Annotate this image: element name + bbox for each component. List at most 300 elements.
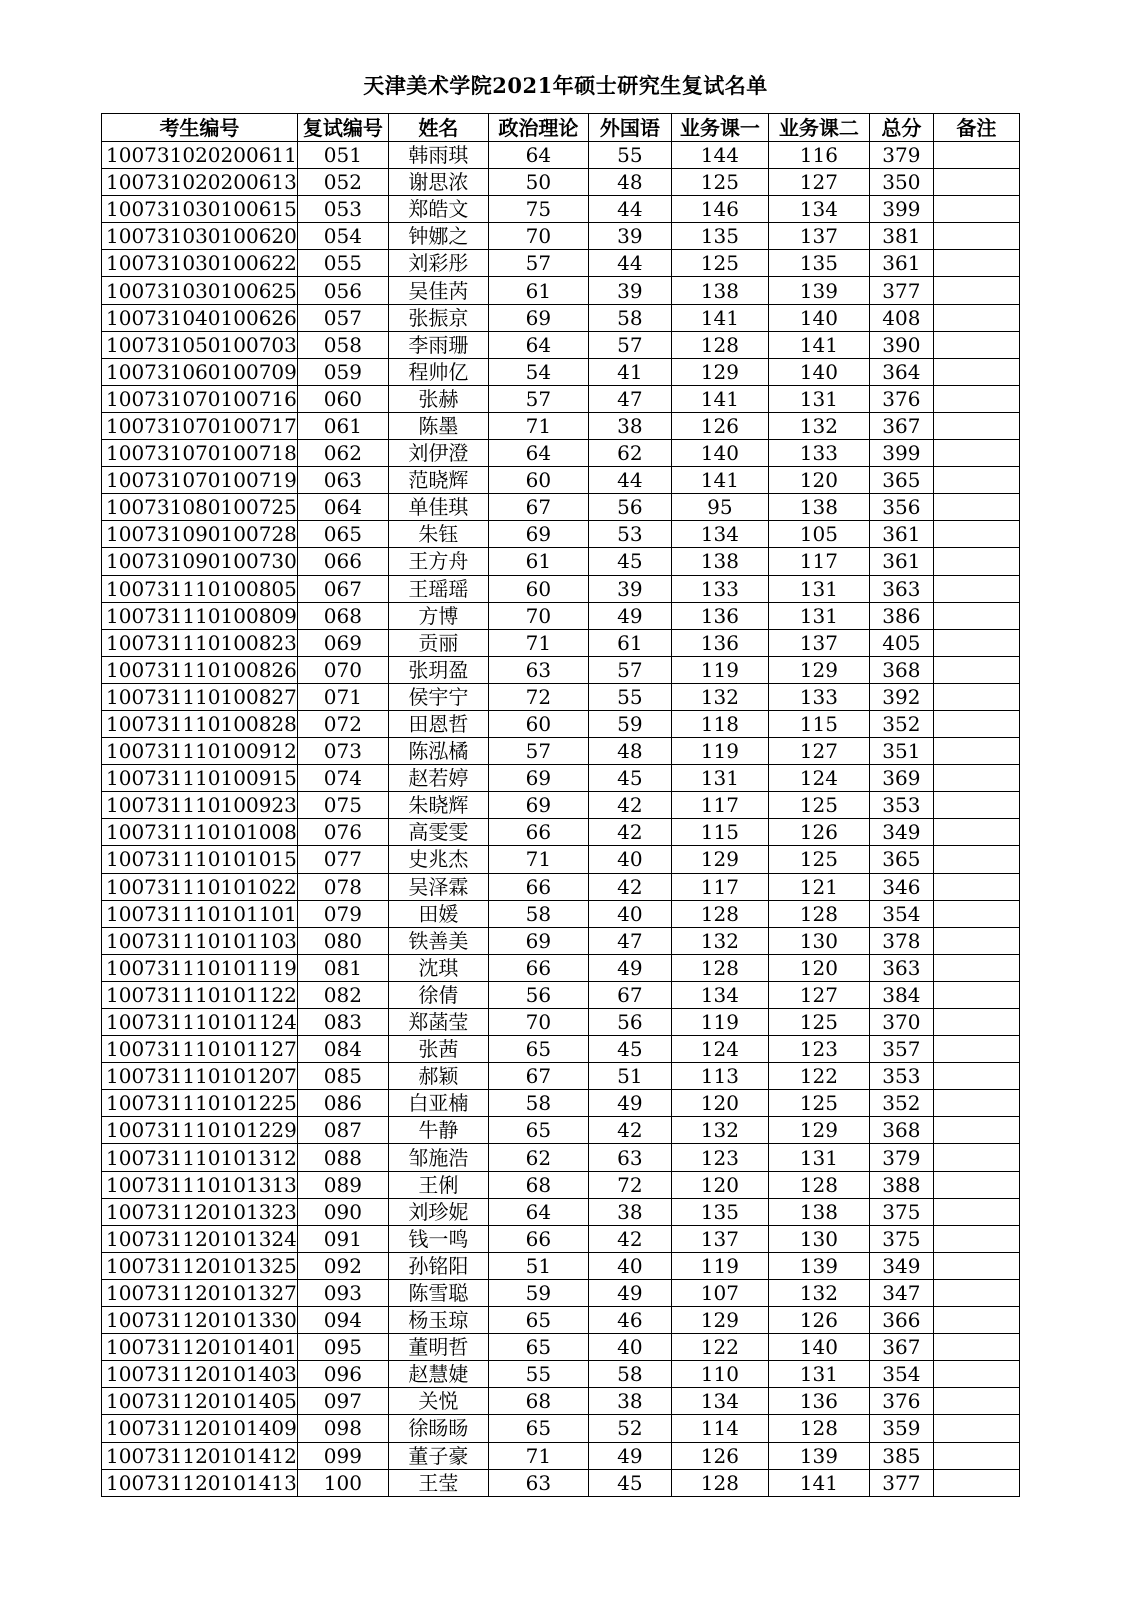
table-row <box>102 196 1020 223</box>
cell-candidate-id: 100731120101403 <box>102 1361 298 1388</box>
cell-course-one: 129 <box>671 846 768 873</box>
cell-politics: 71 <box>488 846 588 873</box>
cell-candidate-id: 100731110101122 <box>102 981 298 1008</box>
cell-course-one: 140 <box>671 440 768 467</box>
cell-retest-id: 089 <box>297 1171 388 1198</box>
cell-foreign-language: 39 <box>588 223 671 250</box>
cell-course-two: 121 <box>768 873 869 900</box>
cell-name: 董子豪 <box>388 1442 488 1469</box>
col-header-course-one: 业务课一 <box>671 114 768 142</box>
cell-remarks <box>933 440 1019 467</box>
cell-name: 吴佳芮 <box>388 277 488 304</box>
cell-politics: 64 <box>488 142 588 169</box>
cell-foreign-language: 45 <box>588 548 671 575</box>
cell-course-two: 125 <box>768 1090 869 1117</box>
cell-politics: 65 <box>488 1334 588 1361</box>
cell-total: 352 <box>869 1090 933 1117</box>
cell-politics: 69 <box>488 792 588 819</box>
cell-course-two: 129 <box>768 656 869 683</box>
cell-foreign-language: 42 <box>588 873 671 900</box>
cell-remarks <box>933 1334 1019 1361</box>
cell-name: 钱一鸣 <box>388 1225 488 1252</box>
cell-politics: 64 <box>488 1198 588 1225</box>
cell-name: 田媛 <box>388 900 488 927</box>
table-row <box>102 927 1020 954</box>
cell-total: 365 <box>869 846 933 873</box>
cell-candidate-id: 100731120101409 <box>102 1415 298 1442</box>
cell-remarks <box>933 738 1019 765</box>
cell-name: 高雯雯 <box>388 819 488 846</box>
table-row <box>102 738 1020 765</box>
cell-course-two: 125 <box>768 1009 869 1036</box>
cell-remarks <box>933 792 1019 819</box>
cell-candidate-id: 100731110101103 <box>102 927 298 954</box>
cell-remarks <box>933 277 1019 304</box>
cell-foreign-language: 57 <box>588 656 671 683</box>
cell-politics: 67 <box>488 1063 588 1090</box>
cell-retest-id: 062 <box>297 440 388 467</box>
cell-name: 赵慧婕 <box>388 1361 488 1388</box>
cell-course-two: 138 <box>768 1198 869 1225</box>
cell-course-one: 135 <box>671 223 768 250</box>
cell-foreign-language: 56 <box>588 1009 671 1036</box>
cell-name: 铁善美 <box>388 927 488 954</box>
cell-foreign-language: 49 <box>588 1279 671 1306</box>
col-header-total: 总分 <box>869 114 933 142</box>
cell-retest-id: 075 <box>297 792 388 819</box>
cell-foreign-language: 44 <box>588 196 671 223</box>
cell-retest-id: 082 <box>297 981 388 1008</box>
cell-retest-id: 100 <box>297 1469 388 1496</box>
cell-candidate-id: 100731070100719 <box>102 467 298 494</box>
cell-foreign-language: 49 <box>588 1090 671 1117</box>
cell-total: 349 <box>869 819 933 846</box>
cell-total: 356 <box>869 494 933 521</box>
cell-retest-id: 068 <box>297 602 388 629</box>
cell-remarks <box>933 521 1019 548</box>
cell-course-one: 138 <box>671 548 768 575</box>
cell-politics: 61 <box>488 548 588 575</box>
cell-remarks <box>933 1036 1019 1063</box>
cell-total: 392 <box>869 683 933 710</box>
cell-retest-id: 076 <box>297 819 388 846</box>
cell-name: 钟娜之 <box>388 223 488 250</box>
cell-politics: 71 <box>488 1442 588 1469</box>
cell-name: 邹施浩 <box>388 1144 488 1171</box>
cell-total: 376 <box>869 1388 933 1415</box>
cell-name: 王方舟 <box>388 548 488 575</box>
retest-list-table <box>101 113 1020 1497</box>
cell-foreign-language: 42 <box>588 1225 671 1252</box>
cell-candidate-id: 100731120101324 <box>102 1225 298 1252</box>
cell-name: 沈琪 <box>388 954 488 981</box>
cell-course-two: 132 <box>768 412 869 439</box>
cell-retest-id: 086 <box>297 1090 388 1117</box>
cell-course-two: 134 <box>768 196 869 223</box>
cell-politics: 70 <box>488 223 588 250</box>
cell-remarks <box>933 196 1019 223</box>
cell-candidate-id: 100731080100725 <box>102 494 298 521</box>
cell-course-two: 124 <box>768 765 869 792</box>
cell-retest-id: 052 <box>297 169 388 196</box>
cell-retest-id: 077 <box>297 846 388 873</box>
cell-remarks <box>933 1144 1019 1171</box>
col-header-politics: 政治理论 <box>488 114 588 142</box>
table-row <box>102 1252 1020 1279</box>
cell-remarks <box>933 927 1019 954</box>
cell-foreign-language: 45 <box>588 1036 671 1063</box>
cell-course-one: 120 <box>671 1090 768 1117</box>
cell-course-one: 123 <box>671 1144 768 1171</box>
cell-candidate-id: 100731110100826 <box>102 656 298 683</box>
cell-course-one: 133 <box>671 575 768 602</box>
cell-course-one: 135 <box>671 1198 768 1225</box>
cell-total: 346 <box>869 873 933 900</box>
cell-candidate-id: 100731110101015 <box>102 846 298 873</box>
cell-total: 367 <box>869 412 933 439</box>
cell-name: 刘彩彤 <box>388 250 488 277</box>
cell-total: 349 <box>869 1252 933 1279</box>
cell-candidate-id: 100731120101405 <box>102 1388 298 1415</box>
cell-retest-id: 060 <box>297 385 388 412</box>
cell-name: 陈泓橘 <box>388 738 488 765</box>
cell-politics: 65 <box>488 1036 588 1063</box>
cell-remarks <box>933 385 1019 412</box>
cell-foreign-language: 40 <box>588 1252 671 1279</box>
cell-remarks <box>933 412 1019 439</box>
cell-name: 郑菡莹 <box>388 1009 488 1036</box>
table-row <box>102 765 1020 792</box>
cell-remarks <box>933 1171 1019 1198</box>
cell-retest-id: 090 <box>297 1198 388 1225</box>
cell-name: 刘珍妮 <box>388 1198 488 1225</box>
cell-politics: 68 <box>488 1388 588 1415</box>
cell-retest-id: 063 <box>297 467 388 494</box>
cell-foreign-language: 47 <box>588 927 671 954</box>
cell-foreign-language: 51 <box>588 1063 671 1090</box>
cell-politics: 69 <box>488 765 588 792</box>
cell-candidate-id: 100731110100827 <box>102 683 298 710</box>
cell-politics: 57 <box>488 385 588 412</box>
cell-foreign-language: 52 <box>588 1415 671 1442</box>
cell-candidate-id: 100731110100809 <box>102 602 298 629</box>
document-title: 天津美术学院2021年硕士研究生复试名单 <box>363 73 768 98</box>
cell-course-two: 133 <box>768 683 869 710</box>
cell-remarks <box>933 954 1019 981</box>
table-row <box>102 1334 1020 1361</box>
cell-politics: 71 <box>488 629 588 656</box>
cell-foreign-language: 55 <box>588 683 671 710</box>
cell-course-two: 140 <box>768 1334 869 1361</box>
cell-course-two: 130 <box>768 927 869 954</box>
cell-total: 375 <box>869 1225 933 1252</box>
table-row <box>102 575 1020 602</box>
cell-retest-id: 081 <box>297 954 388 981</box>
cell-total: 369 <box>869 765 933 792</box>
cell-retest-id: 071 <box>297 683 388 710</box>
cell-retest-id: 056 <box>297 277 388 304</box>
cell-name: 郝颖 <box>388 1063 488 1090</box>
cell-politics: 67 <box>488 494 588 521</box>
cell-name: 吴泽霖 <box>388 873 488 900</box>
cell-name: 田恩哲 <box>388 710 488 737</box>
cell-course-two: 123 <box>768 1036 869 1063</box>
cell-foreign-language: 56 <box>588 494 671 521</box>
table-row <box>102 467 1020 494</box>
cell-candidate-id: 100731120101330 <box>102 1307 298 1334</box>
cell-total: 377 <box>869 277 933 304</box>
table-row <box>102 846 1020 873</box>
cell-remarks <box>933 1361 1019 1388</box>
cell-politics: 60 <box>488 467 588 494</box>
cell-total: 367 <box>869 1334 933 1361</box>
cell-politics: 58 <box>488 900 588 927</box>
cell-remarks <box>933 1063 1019 1090</box>
cell-course-two: 128 <box>768 900 869 927</box>
cell-retest-id: 053 <box>297 196 388 223</box>
table-row <box>102 819 1020 846</box>
col-header-remarks: 备注 <box>933 114 1019 142</box>
cell-course-two: 139 <box>768 1252 869 1279</box>
table-row <box>102 1090 1020 1117</box>
table-row <box>102 277 1020 304</box>
cell-foreign-language: 45 <box>588 1469 671 1496</box>
cell-remarks <box>933 765 1019 792</box>
cell-total: 399 <box>869 440 933 467</box>
cell-name: 赵若婷 <box>388 765 488 792</box>
cell-total: 357 <box>869 1036 933 1063</box>
cell-foreign-language: 48 <box>588 169 671 196</box>
cell-candidate-id: 100731110101008 <box>102 819 298 846</box>
cell-total: 354 <box>869 900 933 927</box>
cell-politics: 72 <box>488 683 588 710</box>
cell-retest-id: 064 <box>297 494 388 521</box>
cell-name: 谢思浓 <box>388 169 488 196</box>
cell-foreign-language: 48 <box>588 738 671 765</box>
cell-total: 379 <box>869 1144 933 1171</box>
cell-course-one: 118 <box>671 710 768 737</box>
cell-course-one: 126 <box>671 412 768 439</box>
cell-foreign-language: 62 <box>588 440 671 467</box>
cell-retest-id: 058 <box>297 331 388 358</box>
cell-candidate-id: 100731110100912 <box>102 738 298 765</box>
cell-total: 370 <box>869 1009 933 1036</box>
cell-course-two: 139 <box>768 277 869 304</box>
cell-course-two: 132 <box>768 1279 869 1306</box>
cell-course-two: 136 <box>768 1388 869 1415</box>
table-row <box>102 1036 1020 1063</box>
cell-name: 徐旸旸 <box>388 1415 488 1442</box>
table-row <box>102 1442 1020 1469</box>
cell-name: 张玥盈 <box>388 656 488 683</box>
table-row <box>102 169 1020 196</box>
cell-total: 366 <box>869 1307 933 1334</box>
cell-total: 390 <box>869 331 933 358</box>
cell-retest-id: 070 <box>297 656 388 683</box>
cell-course-one: 128 <box>671 331 768 358</box>
cell-name: 陈雪聪 <box>388 1279 488 1306</box>
cell-candidate-id: 100731110101022 <box>102 873 298 900</box>
cell-politics: 66 <box>488 1225 588 1252</box>
cell-course-one: 119 <box>671 656 768 683</box>
table-row <box>102 331 1020 358</box>
cell-course-two: 139 <box>768 1442 869 1469</box>
cell-politics: 69 <box>488 304 588 331</box>
cell-course-two: 138 <box>768 494 869 521</box>
cell-candidate-id: 100731110100828 <box>102 710 298 737</box>
cell-remarks <box>933 1442 1019 1469</box>
table-row <box>102 548 1020 575</box>
cell-remarks <box>933 494 1019 521</box>
cell-course-two: 128 <box>768 1415 869 1442</box>
cell-foreign-language: 61 <box>588 629 671 656</box>
table-row <box>102 710 1020 737</box>
cell-name: 张茜 <box>388 1036 488 1063</box>
cell-course-two: 120 <box>768 954 869 981</box>
cell-total: 361 <box>869 250 933 277</box>
cell-retest-id: 092 <box>297 1252 388 1279</box>
cell-retest-id: 065 <box>297 521 388 548</box>
cell-total: 363 <box>869 954 933 981</box>
cell-course-two: 125 <box>768 846 869 873</box>
cell-course-one: 134 <box>671 1388 768 1415</box>
cell-foreign-language: 63 <box>588 1144 671 1171</box>
cell-name: 张赫 <box>388 385 488 412</box>
table-row <box>102 358 1020 385</box>
table-row <box>102 792 1020 819</box>
table-row <box>102 1009 1020 1036</box>
cell-politics: 65 <box>488 1307 588 1334</box>
cell-course-one: 136 <box>671 629 768 656</box>
cell-total: 368 <box>869 656 933 683</box>
cell-course-one: 146 <box>671 196 768 223</box>
cell-retest-id: 072 <box>297 710 388 737</box>
cell-remarks <box>933 1415 1019 1442</box>
table-row <box>102 1117 1020 1144</box>
cell-politics: 64 <box>488 440 588 467</box>
cell-candidate-id: 100731120101413 <box>102 1469 298 1496</box>
cell-remarks <box>933 1279 1019 1306</box>
cell-course-one: 132 <box>671 683 768 710</box>
cell-foreign-language: 38 <box>588 412 671 439</box>
cell-retest-id: 098 <box>297 1415 388 1442</box>
table-row <box>102 602 1020 629</box>
cell-retest-id: 069 <box>297 629 388 656</box>
cell-course-two: 127 <box>768 981 869 1008</box>
header-row <box>102 114 1020 142</box>
cell-total: 354 <box>869 1361 933 1388</box>
cell-retest-id: 088 <box>297 1144 388 1171</box>
cell-candidate-id: 100731110101119 <box>102 954 298 981</box>
table-row <box>102 1388 1020 1415</box>
cell-course-two: 122 <box>768 1063 869 1090</box>
cell-candidate-id: 100731110101124 <box>102 1009 298 1036</box>
cell-remarks <box>933 142 1019 169</box>
cell-course-one: 131 <box>671 765 768 792</box>
cell-remarks <box>933 602 1019 629</box>
cell-foreign-language: 42 <box>588 1117 671 1144</box>
cell-course-one: 125 <box>671 250 768 277</box>
cell-politics: 69 <box>488 927 588 954</box>
cell-total: 405 <box>869 629 933 656</box>
cell-course-one: 125 <box>671 169 768 196</box>
cell-candidate-id: 100731030100622 <box>102 250 298 277</box>
cell-course-one: 124 <box>671 1036 768 1063</box>
cell-course-two: 130 <box>768 1225 869 1252</box>
cell-politics: 66 <box>488 819 588 846</box>
cell-total: 388 <box>869 1171 933 1198</box>
cell-foreign-language: 40 <box>588 846 671 873</box>
cell-retest-id: 055 <box>297 250 388 277</box>
cell-retest-id: 073 <box>297 738 388 765</box>
cell-retest-id: 091 <box>297 1225 388 1252</box>
cell-retest-id: 083 <box>297 1009 388 1036</box>
cell-candidate-id: 100731110100805 <box>102 575 298 602</box>
col-header-course-two: 业务课二 <box>768 114 869 142</box>
cell-retest-id: 067 <box>297 575 388 602</box>
cell-course-two: 131 <box>768 1144 869 1171</box>
cell-course-one: 136 <box>671 602 768 629</box>
cell-remarks <box>933 1198 1019 1225</box>
cell-remarks <box>933 467 1019 494</box>
cell-total: 379 <box>869 142 933 169</box>
cell-candidate-id: 100731120101325 <box>102 1252 298 1279</box>
cell-candidate-id: 100731070100718 <box>102 440 298 467</box>
cell-remarks <box>933 846 1019 873</box>
cell-course-one: 128 <box>671 954 768 981</box>
cell-name: 杨玉琼 <box>388 1307 488 1334</box>
cell-name: 朱钰 <box>388 521 488 548</box>
cell-retest-id: 059 <box>297 358 388 385</box>
cell-course-one: 128 <box>671 900 768 927</box>
cell-foreign-language: 38 <box>588 1388 671 1415</box>
cell-politics: 68 <box>488 1171 588 1198</box>
cell-politics: 57 <box>488 738 588 765</box>
cell-politics: 60 <box>488 575 588 602</box>
cell-remarks <box>933 710 1019 737</box>
col-header-retest-id: 复试编号 <box>297 114 388 142</box>
cell-name: 王莹 <box>388 1469 488 1496</box>
cell-name: 方博 <box>388 602 488 629</box>
table-row <box>102 1198 1020 1225</box>
cell-course-one: 122 <box>671 1334 768 1361</box>
cell-remarks <box>933 629 1019 656</box>
cell-politics: 63 <box>488 656 588 683</box>
cell-course-one: 137 <box>671 1225 768 1252</box>
cell-politics: 50 <box>488 169 588 196</box>
cell-retest-id: 078 <box>297 873 388 900</box>
cell-name: 韩雨琪 <box>388 142 488 169</box>
cell-course-two: 116 <box>768 142 869 169</box>
cell-candidate-id: 100731110101225 <box>102 1090 298 1117</box>
cell-candidate-id: 100731110100923 <box>102 792 298 819</box>
cell-foreign-language: 57 <box>588 331 671 358</box>
cell-total: 365 <box>869 467 933 494</box>
cell-course-two: 133 <box>768 440 869 467</box>
cell-name: 贡丽 <box>388 629 488 656</box>
cell-remarks <box>933 656 1019 683</box>
table-row <box>102 223 1020 250</box>
cell-course-two: 126 <box>768 819 869 846</box>
cell-total: 377 <box>869 1469 933 1496</box>
cell-candidate-id: 100731070100717 <box>102 412 298 439</box>
cell-total: 351 <box>869 738 933 765</box>
cell-course-two: 129 <box>768 1117 869 1144</box>
cell-politics: 58 <box>488 1090 588 1117</box>
cell-foreign-language: 44 <box>588 250 671 277</box>
table-row <box>102 873 1020 900</box>
cell-course-two: 127 <box>768 738 869 765</box>
